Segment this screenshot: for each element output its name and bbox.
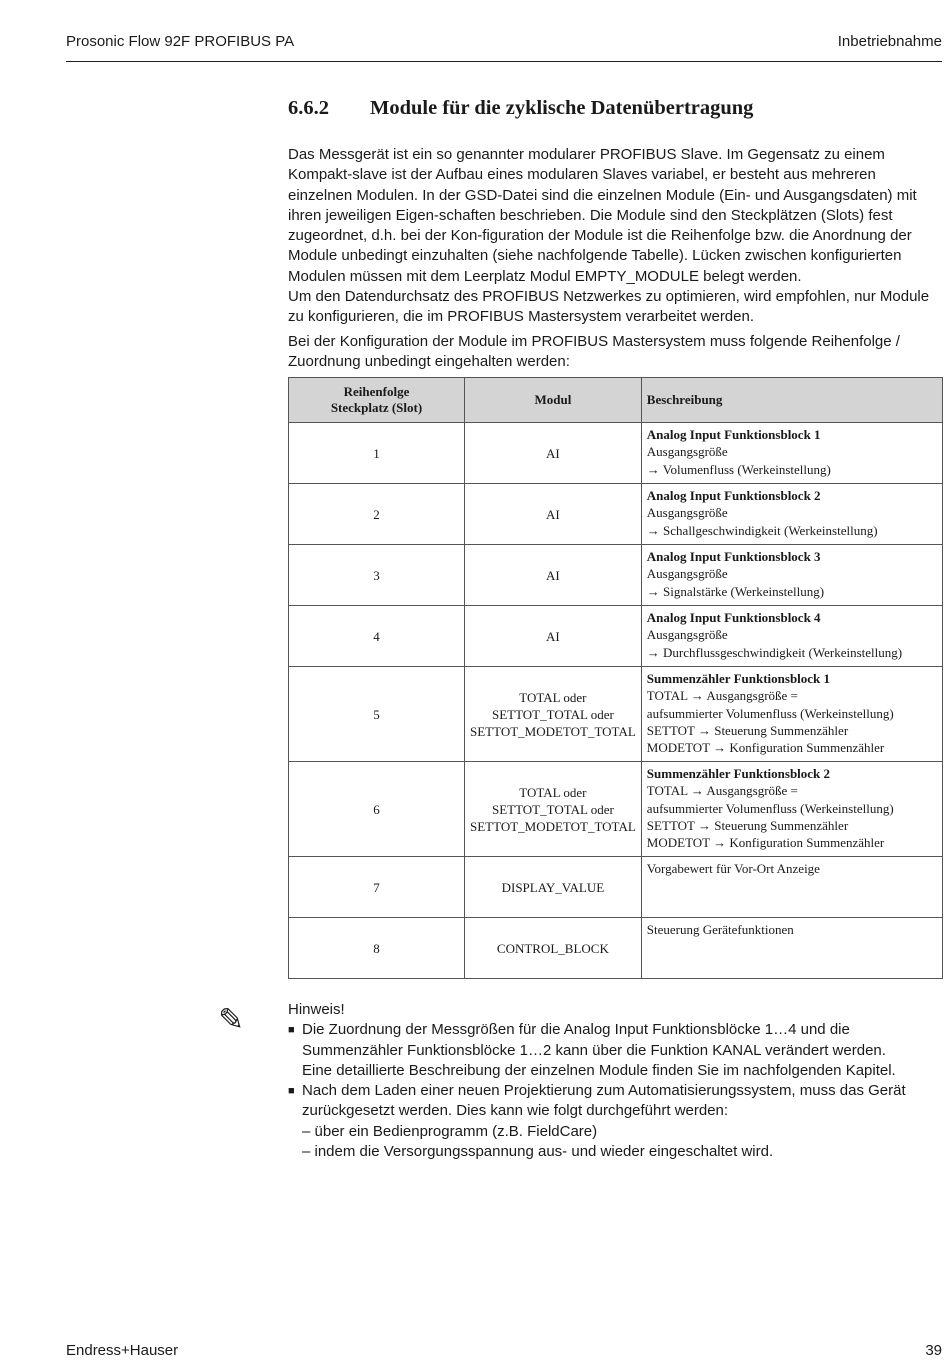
table-row: [289, 857, 943, 918]
table-row: [289, 484, 943, 545]
table-row: [289, 918, 943, 979]
hint-item: [288, 1081, 942, 1162]
cell-module: [465, 606, 642, 667]
description-title: Summenzähler Funktionsblock 1: [646, 671, 831, 687]
cell-description: [641, 606, 942, 667]
cell-description: [641, 545, 942, 606]
table-row: [289, 606, 943, 667]
description-title: Analog Input Funktionsblock 3: [646, 549, 821, 565]
table-row: [289, 545, 943, 606]
description-title: Analog Input Funktionsblock 4: [646, 610, 821, 626]
description-line: SETTOT → Steuerung Summenzähler: [646, 817, 849, 833]
table-row: [289, 667, 943, 762]
page-number: 39: [925, 1342, 942, 1359]
paragraph-order: Bei der Konfiguration der Module im PROFIBUS Mastersystem muss folgende Reihenfolge / Zuordnung unbedingt eingehalten werden:: [288, 332, 900, 370]
page-header: [66, 33, 942, 62]
cell-module: [465, 918, 642, 979]
header-module: Modul: [465, 378, 642, 423]
module-line: SETTOT_TOTAL oder: [491, 706, 614, 722]
table-row: [289, 423, 943, 484]
cell-module: [465, 762, 642, 857]
cell-slot: 7: [289, 857, 465, 918]
description-title: Analog Input Funktionsblock 2: [646, 488, 821, 504]
paragraph-throughput: Um den Datendurchsatz des PROFIBUS Netzwerkes zu optimieren, wird empfohlen, nur Module zu konfigurieren, die im PROFIBUS Mastersystem verarbeitet werden.: [288, 288, 930, 326]
cell-slot: 2: [289, 484, 465, 545]
description-line: → Volumenfluss (Werkeinstellung): [646, 461, 831, 477]
description-line: → Durchflussgeschwindigkeit (Werkeinstellung): [646, 644, 903, 660]
description-line: → Schallgeschwindigkeit (Werkeinstellung): [646, 522, 878, 538]
module-line: SETTOT_TOTAL oder: [491, 801, 614, 817]
hint-line: Nach dem Laden einer neuen Projektierung zum Automatisierungssystem, muss das Gerät: [302, 1082, 906, 1100]
cell-description: [641, 762, 942, 857]
section-heading: [288, 97, 942, 120]
module-line: DISPLAY_VALUE: [501, 879, 605, 895]
description-line: Ausgangsgröße: [646, 505, 728, 521]
cell-module: [465, 667, 642, 762]
description-line: MODETOT → Konfiguration Summenzähler: [646, 835, 885, 851]
table-row: [289, 762, 943, 857]
description-line: Ausgangsgröße: [646, 444, 728, 460]
header-chapter: Inbetriebnahme: [837, 33, 942, 50]
description-line: Ausgangsgröße: [646, 566, 728, 582]
description-line: Steuerung Gerätefunktionen: [646, 922, 794, 938]
header-product: Prosonic Flow 92F PROFIBUS PA: [66, 33, 295, 50]
hint-title: Hinweis!: [288, 1001, 345, 1018]
cell-slot: 5: [289, 667, 465, 762]
description-line: TOTAL → Ausgangsgröße =: [646, 688, 798, 704]
table-header-row: [289, 378, 943, 423]
hint-line: zurückgesetzt werden. Dies kann wie folgt durchgeführt werden:: [302, 1102, 729, 1120]
cell-slot: 6: [289, 762, 465, 857]
paragraph-intro: Das Messgerät ist ein so genannter modularer PROFIBUS Slave. Im Gegensatz zu einem Kompakt-slave ist der Aufbau eines modularen Slaves variabel, er besteht aus mehreren einzelnen Modulen. In der GSD-Datei sind die einzelnen Module (Ein- und Ausgangsdaten) mit ihren jeweiligen Eigen-schaften beschrieben. Die Module sind den Steckplätzen (Slots) fest zugeordnet, d.h. bei der Kon-figuration der Module ist die Reihenfolge bzw. die Anordnung der Module unbedingt einzuhalten (siehe nachfolgende Tabelle). Lücken zwischen konfigurierten Modulen müssen mit dem Leerplatz Modul EMPTY_MODULE belegt werden.: [288, 146, 917, 285]
hint-box: [288, 1000, 942, 1162]
description-line: SETTOT → Steuerung Summenzähler: [646, 722, 849, 738]
cell-description: [641, 484, 942, 545]
description-title: Analog Input Funktionsblock 1: [646, 427, 821, 443]
cell-description: [641, 423, 942, 484]
section-number: 6.6.2: [288, 97, 329, 119]
cell-slot: 1: [289, 423, 465, 484]
bullet-icon: ■: [288, 1024, 295, 1037]
description-line: MODETOT → Konfiguration Summenzähler: [646, 740, 885, 756]
description-title: Summenzähler Funktionsblock 2: [646, 766, 831, 782]
description-line: aufsummierter Volumenfluss (Werkeinstellung): [646, 705, 894, 721]
cell-slot: 4: [289, 606, 465, 667]
module-line: TOTAL oder: [519, 689, 587, 705]
module-line: AI: [546, 567, 560, 583]
main-content: [288, 97, 942, 979]
cell-slot: 8: [289, 918, 465, 979]
cell-module: [465, 484, 642, 545]
pencil-icon: ✎: [218, 1002, 244, 1037]
table-body: [289, 423, 943, 979]
cell-description: [641, 667, 942, 762]
module-line: AI: [546, 628, 560, 644]
cell-module: [465, 545, 642, 606]
hint-line: – über ein Bedienprogramm (z.B. FieldCare): [302, 1122, 598, 1140]
cell-description: [641, 918, 942, 979]
module-line: SETTOT_MODETOT_TOTAL: [470, 723, 636, 739]
hint-line: Summenzähler Funktionsblöcke 1…2 kann über die Funktion KANAL verändert werden.: [302, 1041, 886, 1059]
cell-module: [465, 857, 642, 918]
cell-module: [465, 423, 642, 484]
cell-description: [641, 857, 942, 918]
module-line: AI: [546, 506, 560, 522]
hint-list: [288, 1020, 942, 1162]
header-slot: [289, 378, 465, 423]
description-line: TOTAL → Ausgangsgröße =: [646, 783, 798, 799]
module-table: [288, 377, 943, 979]
hint-line: Die Zuordnung der Messgrößen für die Analog Input Funktionsblöcke 1…4 und die: [302, 1021, 850, 1039]
description-line: Ausgangsgröße: [646, 627, 728, 643]
footer-brand: Endress+Hauser: [66, 1342, 179, 1359]
header-slot-line2: Steckplatz (Slot): [330, 400, 423, 416]
module-line: AI: [546, 445, 560, 461]
module-line: CONTROL_BLOCK: [496, 940, 609, 956]
description-line: → Signalstärke (Werkeinstellung): [646, 583, 825, 599]
bullet-icon: ■: [288, 1085, 295, 1098]
hint-line: Eine detaillierte Beschreibung der einzelnen Module finden Sie im nachfolgenden Kapitel.: [302, 1061, 896, 1079]
header-description: Beschreibung: [641, 378, 942, 423]
module-line: SETTOT_MODETOT_TOTAL: [470, 818, 636, 834]
module-line: TOTAL oder: [519, 784, 587, 800]
hint-line: – indem die Versorgungsspannung aus- und wieder eingeschaltet wird.: [302, 1143, 774, 1161]
description-line: aufsummierter Volumenfluss (Werkeinstellung): [646, 800, 894, 816]
cell-slot: 3: [289, 545, 465, 606]
description-line: Vorgabewert für Vor-Ort Anzeige: [646, 861, 820, 877]
hint-item: [288, 1020, 942, 1081]
header-slot-line1: Reihenfolge: [343, 384, 410, 400]
section-title: Module für die zyklische Datenübertragung: [370, 97, 754, 119]
